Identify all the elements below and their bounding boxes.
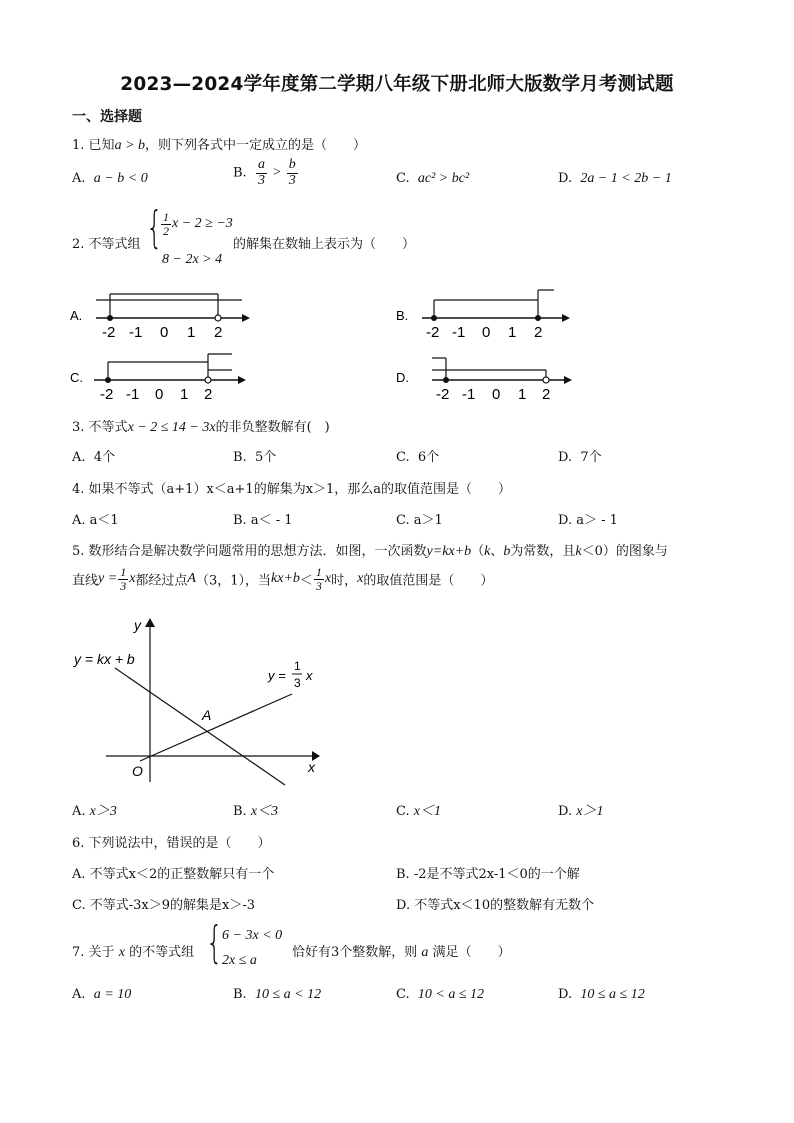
q3-option-c[interactable]: C. 6个 <box>396 450 440 465</box>
q5-option-c[interactable]: C. x＜1 <box>396 804 441 819</box>
q4-option-c[interactable]: C. a＞1 <box>396 513 443 528</box>
question-7-stem-b: 恰好有3个整数解，则 a 满足（ ） <box>292 945 511 960</box>
q3-option-a[interactable]: A. 4个 <box>72 450 116 465</box>
question-2-stem-a: 2. 不等式组 <box>72 237 141 252</box>
tick-label: 0 <box>160 324 169 341</box>
q4-option-b[interactable]: B. a＜ - 1 <box>233 513 293 528</box>
q6-option-d[interactable]: D. 不等式x＜10的整数解有无数个 <box>396 898 595 913</box>
section-heading: 一、选择题 <box>72 109 142 125</box>
q6-option-a[interactable]: A. 不等式x＜2的正整数解只有一个 <box>72 867 275 882</box>
q5-option-a[interactable]: A. x＞3 <box>72 804 117 819</box>
q2-c-label: C. <box>70 370 83 385</box>
tick-label: 1 <box>180 386 189 403</box>
tick-label: 2 <box>534 324 543 341</box>
question-6-stem: 6. 下列说法中，错误的是（ ） <box>72 836 271 851</box>
system-brace: { <box>206 917 223 968</box>
q2-number-line-d[interactable] <box>392 350 592 410</box>
tick-label: 2 <box>214 324 223 341</box>
q1-option-c[interactable]: C. ac² > bc² <box>396 171 470 186</box>
question-5-stem-line2: 直线y = $\frac{1}{3}$ x都经过点A（3，1），当kx+b＜ $\frac{1}{3}$ x时，x的取值范围是（ ） <box>72 565 494 593</box>
tick-label: -1 <box>462 386 476 403</box>
q7-option-d[interactable]: D. 10 ≤ a ≤ 12 <box>558 987 645 1002</box>
question-2-stem-b: 的解集在数轴上表示为（ ） <box>233 237 416 252</box>
question-3-stem: 3. 不等式x − 2 ≤ 14 − 3x的非负整数解有( ) <box>72 420 330 435</box>
tick-label: -2 <box>436 386 450 403</box>
x-axis-label: x <box>308 759 315 775</box>
page-title: 2023—2024学年度第二学期八年级下册北师大版数学月考测试题 <box>120 74 674 95</box>
q1-option-d[interactable]: D. 2a − 1 < 2b − 1 <box>558 171 672 186</box>
q4-option-d[interactable]: D. a＞ - 1 <box>558 513 618 528</box>
tick-label: -2 <box>100 386 114 403</box>
q5-option-d[interactable]: D. x＞1 <box>558 804 604 819</box>
q7-option-b[interactable]: B. 10 ≤ a < 12 <box>233 987 322 1002</box>
question-4-stem: 4. 如果不等式（a+1）x＜a+1的解集为x＞1，那么a的取值范围是（ ） <box>72 482 512 497</box>
q3-option-b[interactable]: B. 5个 <box>233 450 277 465</box>
q2-system-line1: $\frac{1}{2}$ x − 2 ≥ −3 <box>163 210 233 238</box>
q4-option-a[interactable]: A. a＜1 <box>72 513 119 528</box>
q7-option-c[interactable]: C. 10 < a ≤ 12 <box>396 987 485 1002</box>
system-brace: { <box>146 202 163 253</box>
y-axis-label: y <box>134 617 141 633</box>
q2-number-line-b[interactable] <box>392 284 592 346</box>
tick-label: 1 <box>508 324 517 341</box>
q6-option-c[interactable]: C. 不等式-3x＞9的解集是x＞-3 <box>72 898 256 913</box>
line2-label-den: 3 <box>294 676 301 690</box>
q2-a-label: A. <box>70 308 83 323</box>
tick-label: 2 <box>204 386 213 403</box>
line1-label: y = kx + b <box>74 651 135 667</box>
q5-function-graph <box>70 610 330 790</box>
question-5-stem-line1: 5. 数形结合是解决数学问题常用的思想方法．如图，一次函数y=kx+b（k、b为常数，且k＜0）的图象与 <box>72 544 668 559</box>
q3-option-d[interactable]: D. 7个 <box>558 450 602 465</box>
question-1-stem: 1. 已知a > b，则下列各式中一定成立的是（ ） <box>72 138 367 153</box>
tick-label: 1 <box>518 386 527 403</box>
tick-label: 0 <box>155 386 164 403</box>
q5-option-b[interactable]: B. x＜3 <box>233 804 279 819</box>
q1-option-a[interactable]: A. a − b < 0 <box>72 171 148 186</box>
tick-label: 2 <box>542 386 551 403</box>
question-7-stem-a: 7. 关于 x 的不等式组 <box>72 945 195 960</box>
q1-option-b[interactable]: B. $\frac{a}{3}$ > $\frac{b}{3}$ <box>233 157 296 188</box>
q7-system-line1: 6 − 3x < 0 <box>222 928 283 943</box>
tick-label: -2 <box>102 324 116 341</box>
tick-label: -1 <box>452 324 466 341</box>
q2-b-label: B. <box>396 308 409 323</box>
point-a-label: A <box>202 707 212 723</box>
q2-d-label: D. <box>396 370 409 385</box>
q7-system-line2: 2x ≤ a <box>222 953 257 968</box>
tick-label: -1 <box>126 386 140 403</box>
line2-label-prefix: y = <box>268 668 286 683</box>
tick-label: 0 <box>492 386 501 403</box>
line2-label-x: x <box>306 668 313 683</box>
tick-label: -1 <box>129 324 143 341</box>
tick-label: 1 <box>187 324 196 341</box>
q2-number-line-a[interactable] <box>66 284 266 346</box>
origin-label: O <box>132 763 143 779</box>
q2-number-line-c[interactable] <box>66 350 266 410</box>
line2-label-num: 1 <box>294 659 301 673</box>
tick-label: -2 <box>426 324 440 341</box>
q6-option-b[interactable]: B. -2是不等式2x-1＜0的一个解 <box>396 867 580 882</box>
tick-label: 0 <box>482 324 491 341</box>
q2-system-line2: 8 − 2x > 4 <box>162 252 223 267</box>
line-one-third-x <box>140 694 292 761</box>
q7-option-a[interactable]: A. a = 10 <box>72 987 132 1002</box>
